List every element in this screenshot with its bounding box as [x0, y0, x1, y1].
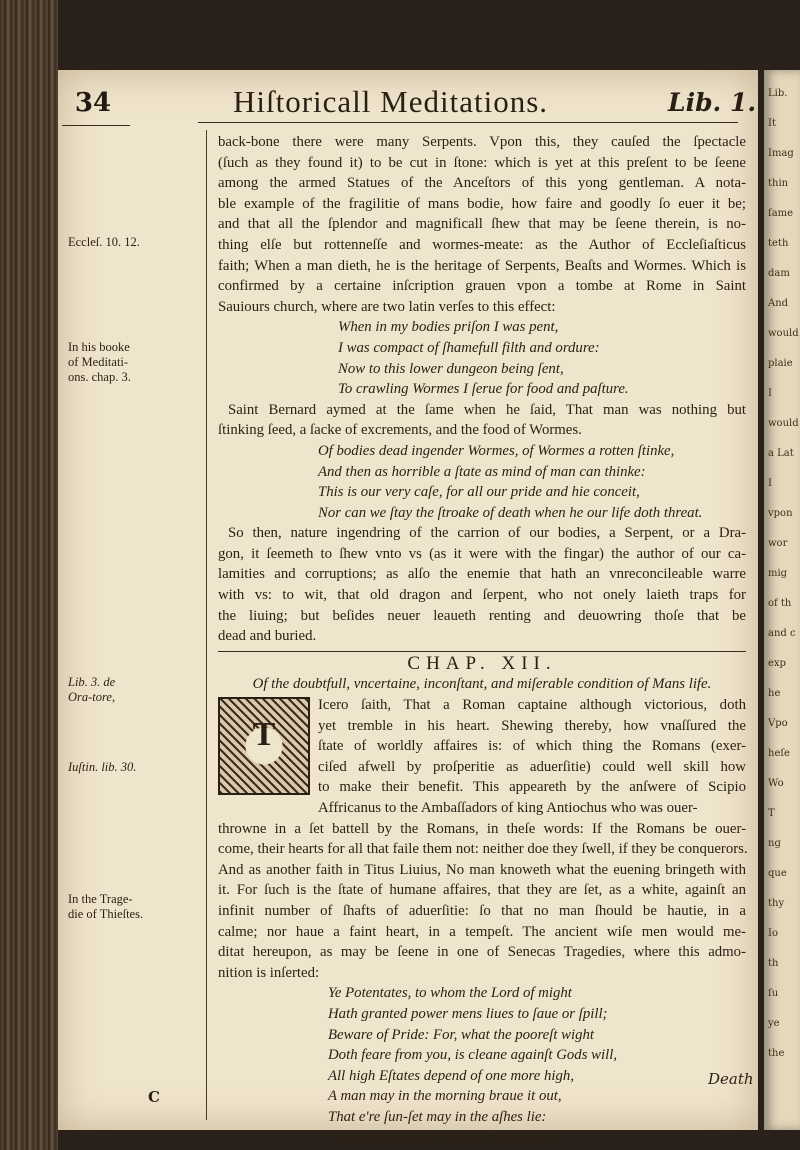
- text-line: throwne in a ſet battell by the Romans, in theſe words: If the Romans be ouer-: [218, 820, 746, 837]
- paragraph-4: [218, 819, 746, 984]
- book-page: [58, 70, 758, 1146]
- facing-page-text: would: [768, 328, 799, 339]
- decorated-initial: [218, 697, 310, 795]
- text-line: back-bone there were many Serpents. Vpon this, they cauſed the ſpectacle: [218, 134, 746, 150]
- verse-1: [218, 317, 746, 399]
- text-line: All high Eſtates depend of one more high,: [328, 1067, 575, 1084]
- text-line: A man may in the morning braue it out,: [328, 1088, 562, 1105]
- text-line: come, their hearts for all that faile them not: neither doe they ſwell, if they be conquerors.: [218, 841, 748, 858]
- text-line: When in my bodies priſon I was pent,: [338, 319, 559, 336]
- text-line: ſtinking ſeed, a ſacke of excrements, and the food of Wormes.: [218, 422, 582, 439]
- facing-page-text: teth: [768, 238, 789, 249]
- text-line: Doth feare from you, is cleane againſt Gods will,: [328, 1047, 618, 1064]
- text-line: confirmed by a certaine inſcription grauen vpon a tombe at Rome in Saint: [218, 278, 746, 295]
- verse-2: [218, 441, 746, 523]
- facing-page-text: T: [768, 808, 775, 819]
- facing-page-text: Vpo: [768, 718, 788, 729]
- margin-note-bernard: In his booke of Meditati-ons. chap. 3.: [68, 340, 131, 384]
- text-line: infinit number of ſhafts of aduerſitie: ſo that no man ſhould be hautie, in a: [218, 902, 746, 919]
- facing-page-text: ye: [768, 1018, 780, 1029]
- paragraph-4-wrapped: [318, 695, 746, 819]
- text-line: the liuing; but beſides neuer leaueth renting and deuowring thoſe that be: [218, 607, 746, 624]
- text-line: (ſuch as they found it) to be cut in ſtone: which is yet at this preſent to be ſeene: [218, 154, 746, 171]
- text-line: among the armed Statues of the Anceſtors of this yong gentleman. A nota-: [218, 175, 746, 192]
- facing-page-text: And: [768, 298, 789, 309]
- margin-column-rule: [206, 130, 207, 1120]
- facing-page-text: It: [768, 118, 776, 129]
- text-line: Nor can we ſtay the ſtroake of death when he our life doth threat.: [318, 504, 703, 521]
- facing-page-fragment: [764, 70, 800, 1130]
- text-line: dead and buried.: [218, 628, 317, 645]
- facing-page-text: heſe: [768, 748, 790, 759]
- text-line: calme; nor haue a faint heart, in a tempeſt. The ancient wiſe men would me-: [218, 923, 746, 940]
- text-line: So ſuddenly doe all things rolle about.: [328, 1129, 554, 1146]
- facing-page-text: th: [768, 958, 779, 969]
- facing-page-text: wor: [768, 538, 788, 549]
- facing-page-text: ſu: [768, 988, 779, 999]
- margin-note-tragedie: In the Trage-die of Thieſtes.: [68, 892, 144, 921]
- text-line: Hath granted power mens liues to ſaue or ſpill;: [328, 1005, 608, 1022]
- facing-page-text: dam: [768, 268, 790, 279]
- text-line: Of bodies dead ingender Wormes, of Wormes a rotten ſtinke,: [318, 442, 675, 459]
- facing-page-text: ng: [768, 838, 781, 849]
- facing-page-text: Wo: [768, 778, 784, 789]
- facing-page-text: Imag: [768, 148, 794, 159]
- text-line: nition is inſerted:: [218, 964, 320, 981]
- facing-page-text: would: [768, 418, 799, 429]
- facing-page-text: I: [768, 478, 772, 489]
- text-line: ciſed afwell by proſperitie as aduerſitie) could well skill how: [318, 758, 746, 775]
- facing-page-text: plaie: [768, 358, 793, 369]
- page-number: 34: [74, 88, 112, 118]
- text-line: to make their benefit. This appeareth by the anſwere of Scipio: [318, 779, 746, 796]
- text-line: faith; When a man dieth, he is the heritage of Serpents, Beaſts and Wormes. Which is: [218, 257, 746, 274]
- chapter-subtitle: Of the doubtfull, vncertaine, inconſtant, and miſerable condition of Mans life.: [252, 676, 712, 693]
- text-line: ſtate of worldly affaires is: of which thing the Romans (exer-: [318, 738, 746, 755]
- text-line: This is our very caſe, for all our pride and hie conceit,: [318, 484, 640, 501]
- book-gutter: [0, 0, 58, 1150]
- text-line: yet tremble in his heart. Shewing thereby, how vnaſſured the: [318, 717, 746, 734]
- text-line: Now to this lower dungeon being ſent,: [338, 360, 564, 377]
- paragraph-1: [218, 132, 746, 317]
- facing-page-text: the: [768, 1048, 785, 1059]
- running-title: Hiſtoricall Meditations.: [233, 84, 549, 119]
- facing-page-text: mig: [768, 568, 788, 579]
- text-line: Affricanus to the Ambaſſadors of king Antiochus who was ouer-: [318, 800, 698, 816]
- facing-page-text: Io: [768, 928, 778, 939]
- text-line: and that all the ſplendor and magnificall ſhew that may be ſeene therein, is no-: [218, 216, 746, 233]
- book-label: Lib. 1.: [668, 88, 757, 117]
- text-line: Sauiours church, where are two latin verſes to this effect:: [218, 298, 556, 315]
- facing-page-text: exp: [768, 658, 786, 669]
- main-text-column: [218, 132, 746, 1148]
- facing-page-text: que: [768, 868, 787, 879]
- text-line: And then as horrible a ſtate as mind of man can thinke:: [318, 463, 646, 480]
- header-rule: [198, 122, 738, 123]
- text-line: thing elſe but rottenneſſe and wormes-meate: as the Author of Eccleſiaſticus: [218, 236, 746, 253]
- text-line: And as another faith in Titus Liuius, No man knoweth what the euening bringeth with: [218, 861, 746, 878]
- text-line: ditat hereupon, as may be ſeene in one of Senecas Tragedies, where this admo-: [218, 944, 746, 961]
- corner-rule: [62, 125, 130, 126]
- facing-page-text: vpon: [768, 508, 793, 519]
- facing-page-text: Lib.: [768, 88, 788, 99]
- margin-note-de-oratore: Lib. 3. de Ora-tore,: [68, 675, 116, 704]
- facing-page-text: thy: [768, 898, 785, 909]
- text-line: Beware of Pride: For, what the pooreſt wight: [328, 1026, 595, 1043]
- facing-page-text: a Lat: [768, 448, 794, 459]
- verse-3: [218, 983, 746, 1148]
- facing-page-text: he: [768, 688, 781, 699]
- chapter-heading: CHAP. XII.: [407, 652, 557, 674]
- text-line: Icero ſaith, That a Roman captaine although victorious, doth: [318, 697, 746, 714]
- facing-page-text: ſame: [768, 208, 794, 219]
- facing-page-text: thin: [768, 178, 789, 189]
- margin-note-iustin: Iuſtin. lib. 30.: [68, 760, 137, 774]
- text-line: Saint Bernard aymed at the ſame when he ſaid, That man was nothing but: [228, 401, 746, 418]
- text-line: gon, it ſeemeth to ſhew vnto vs (as it were with the fingar) the author of our ca-: [218, 545, 746, 562]
- signature-mark: C: [148, 1088, 160, 1106]
- text-line: I was compact of ſhamefull filth and ordure:: [338, 339, 600, 356]
- text-line: To crawling Wormes I ſerue for food and paſture.: [338, 381, 629, 398]
- text-line: So then, nature ingendring of the carrion of our bodies, a Serpent, or a Dra-: [228, 525, 746, 542]
- text-line: Ye Potentates, to whom the Lord of might: [328, 985, 572, 1002]
- text-line: ble example of the fragilitie of mans bodie, how faire and goodly ſo euer it be;: [218, 195, 746, 212]
- margin-note-ecclesiasticus: Eccleſ. 10. 12.: [68, 235, 140, 249]
- facing-page-text: and c: [768, 628, 796, 639]
- chapter-rule: [218, 651, 746, 652]
- text-line: That e're ſun-ſet may in the aſhes lie:: [328, 1108, 547, 1125]
- initial-letter: T: [252, 716, 276, 754]
- paragraph-2: [218, 400, 746, 441]
- facing-page-text: of th: [768, 598, 792, 609]
- paragraph-3: [218, 523, 746, 647]
- text-line: it. For ſuch is the ſtate of humane affaires, that they are ſet, as a white, againſt an: [218, 882, 746, 899]
- facing-page-text: I: [768, 388, 772, 399]
- text-line: with vs: to wit, that old dragon and ſerpent, who not onely laieth traps for: [218, 587, 746, 604]
- text-line: lamities and corruptions; as alſo the enemie that hath an vnreconcileable warre: [218, 566, 746, 583]
- catchword: Death: [708, 1070, 754, 1088]
